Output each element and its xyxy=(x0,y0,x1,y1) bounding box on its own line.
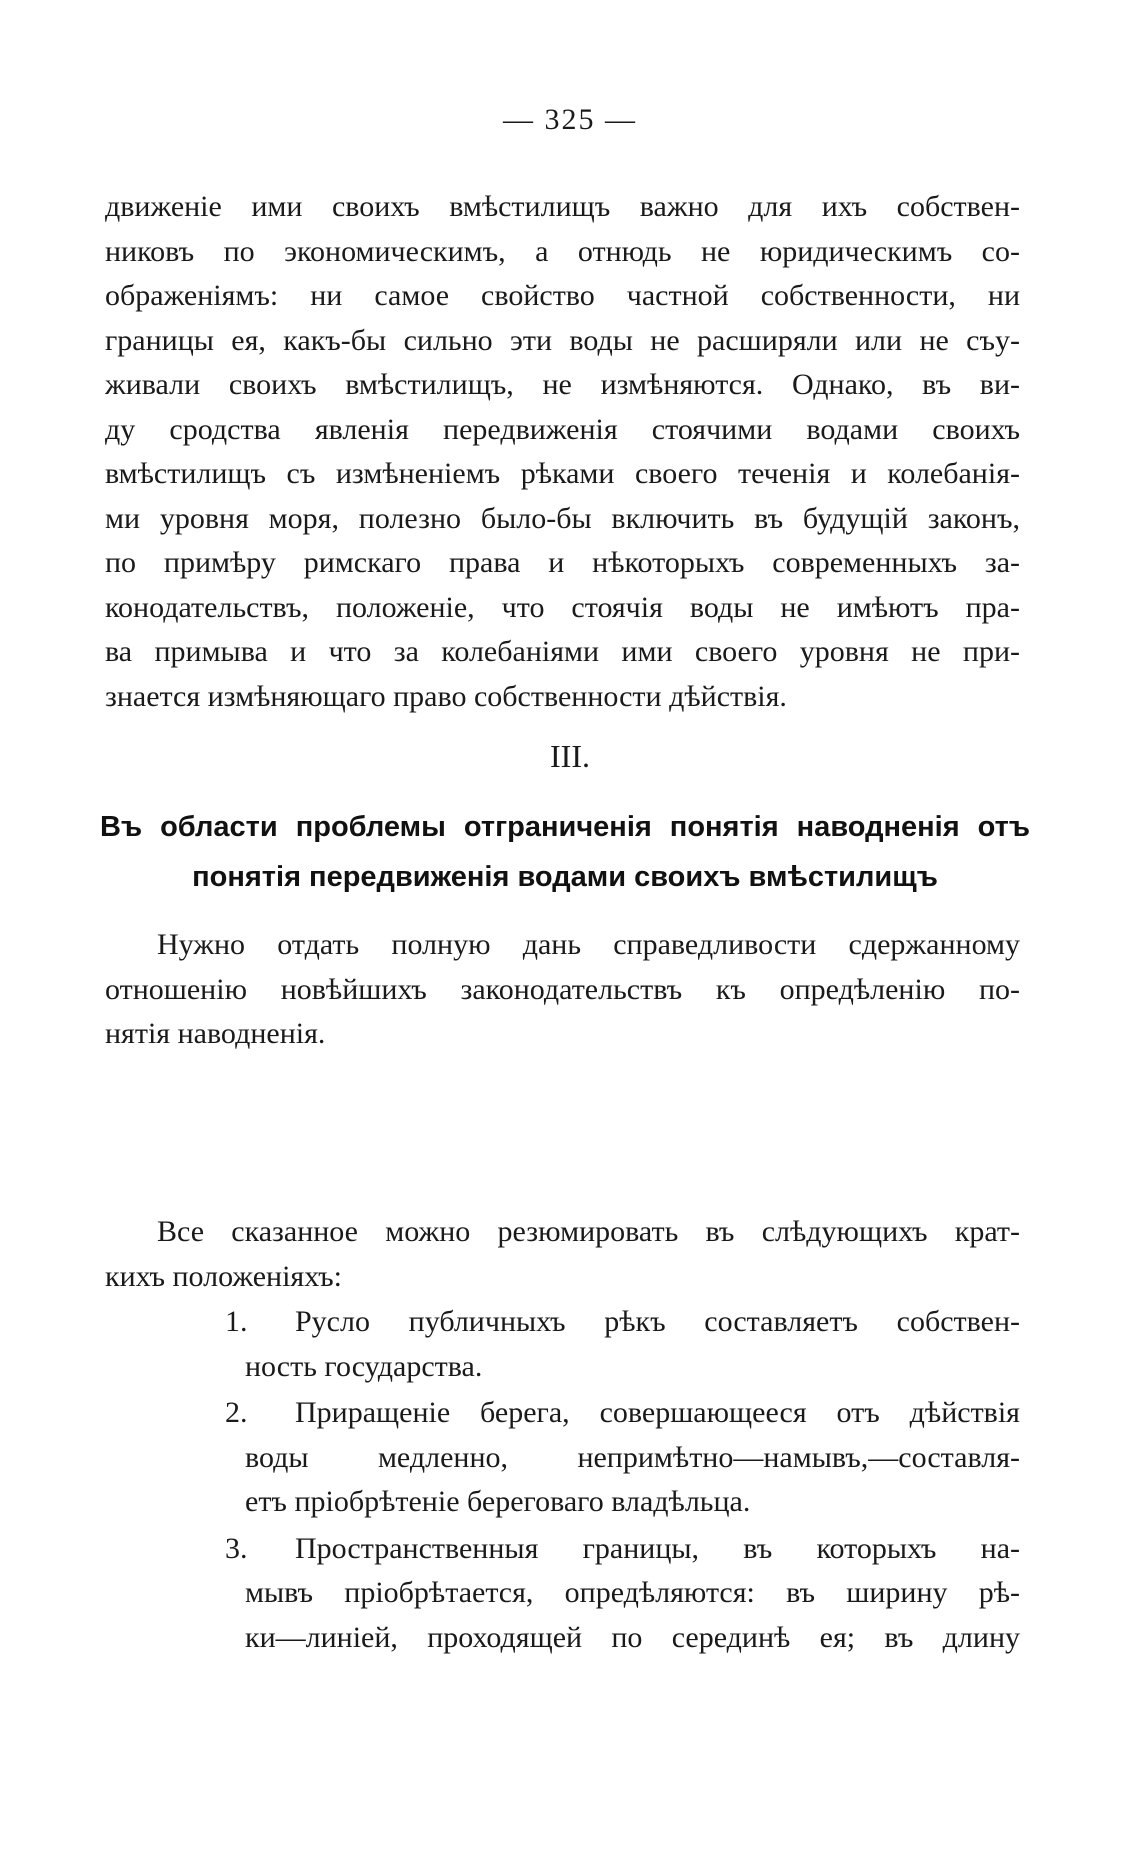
list-item-number: 2. xyxy=(225,1396,248,1429)
paragraph-line: Нужно отдать полную дань справедливости сдержанному xyxy=(157,928,1020,961)
paragraph-line: кихъ положеніяхъ: xyxy=(105,1259,342,1293)
list-item-line: Русло публичныхъ рѣкъ составляетъ собствен- xyxy=(295,1305,1020,1338)
section-heading xyxy=(100,802,1030,902)
paragraph-line: по примѣру римскаго права и нѣкоторыхъ современныхъ за- xyxy=(105,546,1020,579)
paragraph-line: ми уровня моря, полезно было-бы включить въ будущій законъ, xyxy=(105,501,1020,535)
paragraph-line: знается измѣняющаго право собственности дѣйствія. xyxy=(105,679,787,713)
list-item-number: 3. xyxy=(225,1531,248,1565)
paragraph-2 xyxy=(105,923,1020,1057)
page-number: — 325 — xyxy=(503,103,637,136)
list-item xyxy=(225,1527,1020,1661)
paragraph-line: отношенію новѣйшихъ законодательствъ къ опредѣленію по- xyxy=(105,972,1020,1006)
list-item-line: воды медленно, непримѣтно—намывъ,—составля- xyxy=(245,1440,1020,1474)
list-item-line: ность государства. xyxy=(245,1349,483,1383)
paragraph-line: Все сказанное можно резюмировать въ слѣдующихъ крат- xyxy=(157,1215,1020,1248)
paragraph-line: никовъ по экономическимъ, а отнюдь не юридическимъ со- xyxy=(105,234,1020,268)
list-item xyxy=(225,1300,1020,1389)
list-item-line: етъ пріобрѣтеніе береговаго владѣльца. xyxy=(245,1485,751,1518)
paragraph-line: ду сродства явленія передвиженія стоячими водами своихъ xyxy=(105,412,1020,446)
section-heading-line: Въ области проблемы отграниченія понятія наводненія отъ xyxy=(100,811,1030,843)
list-item-number: 1. xyxy=(225,1305,248,1338)
paragraph-3 xyxy=(105,1210,1020,1299)
paragraph-line: вмѣстилищъ съ измѣненіемъ рѣками своего теченія и колебанія- xyxy=(105,457,1020,490)
paragraph-line: ва примыва и что за колебаніями ими своего уровня не при- xyxy=(105,635,1020,668)
paragraph-1 xyxy=(105,185,1020,719)
list-item-line: Приращеніе берега, совершающееся отъ дѣйствія xyxy=(295,1396,1020,1429)
paragraph-line: живали своихъ вмѣстилищъ, не измѣняются. Однако, въ ви- xyxy=(105,368,1020,401)
paragraph-line: нятія наводненія. xyxy=(105,1017,326,1050)
paragraph-line: движеніе ими своихъ вмѣстилищъ важно для ихъ собствен- xyxy=(105,190,1020,223)
list-item-line: мывъ пріобрѣтается, опредѣляются: въ ширину рѣ- xyxy=(245,1576,1020,1609)
paragraph-line: конодательствъ, положеніе, что стоячія воды не имѣютъ пра- xyxy=(105,590,1020,624)
paragraph-line: границы ея, какъ-бы сильно эти воды не расширяли или не съу- xyxy=(105,323,1020,357)
list-item xyxy=(225,1391,1020,1525)
summary-list xyxy=(225,1300,1020,1662)
paragraph-line: ображеніямъ: ни самое свойство частной собственности, ни xyxy=(105,279,1020,312)
section-heading-line: понятія передвиженія водами своихъ вмѣстилищъ xyxy=(192,861,938,893)
section-numeral: III. xyxy=(550,738,590,774)
list-item-line: ки—линіей, проходящей по серединѣ ея; въ длину xyxy=(245,1620,1020,1654)
list-item-line: Пространственныя границы, въ которыхъ на- xyxy=(295,1531,1020,1565)
